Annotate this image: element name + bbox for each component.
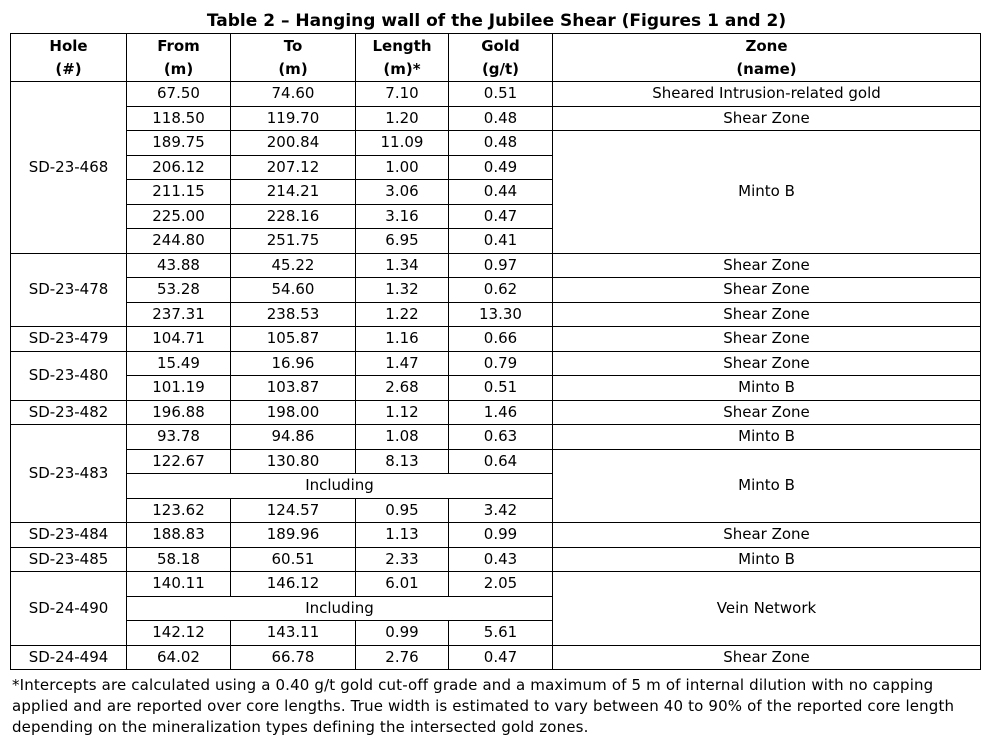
table-row (11, 572, 981, 597)
to-value: 198.00 (231, 400, 356, 425)
zone-name: Minto B (553, 131, 981, 254)
header-zone: Zone (name) (553, 34, 981, 82)
zone-name: Shear Zone (553, 253, 981, 278)
table-row (11, 400, 981, 425)
length-value: 2.68 (356, 376, 449, 401)
gold-value: 0.47 (449, 204, 553, 229)
header-gold: Gold (g/t) (449, 34, 553, 82)
from-value: 189.75 (127, 131, 231, 156)
hole-id: SD-23-485 (11, 547, 127, 572)
gold-value: 0.97 (449, 253, 553, 278)
to-value: 74.60 (231, 82, 356, 107)
zone-name: Shear Zone (553, 302, 981, 327)
table-row (11, 449, 981, 474)
to-value: 146.12 (231, 572, 356, 597)
from-value: 196.88 (127, 400, 231, 425)
table-row (11, 523, 981, 548)
length-value: 1.12 (356, 400, 449, 425)
to-value: 94.86 (231, 425, 356, 450)
header-from: From (m) (127, 34, 231, 82)
header-to: To (m) (231, 34, 356, 82)
table-row (11, 82, 981, 107)
from-value: 225.00 (127, 204, 231, 229)
table-row (11, 302, 981, 327)
length-value: 8.13 (356, 449, 449, 474)
gold-value: 0.66 (449, 327, 553, 352)
hole-id: SD-23-478 (11, 253, 127, 327)
length-value: 1.13 (356, 523, 449, 548)
to-value: 16.96 (231, 351, 356, 376)
hole-id: SD-24-490 (11, 572, 127, 646)
table-title: Table 2 – Hanging wall of the Jubilee Shear (Figures 1 and 2) (206, 11, 787, 31)
hole-id: SD-23-479 (11, 327, 127, 352)
from-value: 123.62 (127, 498, 231, 523)
table-row (11, 425, 981, 450)
zone-name: Minto B (553, 425, 981, 450)
length-value: 0.95 (356, 498, 449, 523)
hole-id: SD-23-468 (11, 82, 127, 254)
length-value: 11.09 (356, 131, 449, 156)
hole-id: SD-24-494 (11, 645, 127, 670)
including-label: Including (127, 474, 553, 499)
zone-name: Shear Zone (553, 327, 981, 352)
to-value: 119.70 (231, 106, 356, 131)
drill-results-table (10, 33, 981, 670)
gold-value: 0.43 (449, 547, 553, 572)
table-footnote: *Intercepts are calculated using a 0.40 g/t gold cut-off grade and a maximum of 5 m of internal dilution with no capping applied and are reported over core lengths. True width is estimated to vary between 40 to 90% of the reported core length depending on the mineralization types defining the intersected gold zones. (12, 676, 955, 736)
gold-value: 0.41 (449, 229, 553, 254)
table-row (11, 278, 981, 303)
header-row (11, 34, 981, 82)
table-row (11, 327, 981, 352)
to-value: 66.78 (231, 645, 356, 670)
length-value: 1.22 (356, 302, 449, 327)
from-value: 101.19 (127, 376, 231, 401)
length-value: 2.33 (356, 547, 449, 572)
from-value: 142.12 (127, 621, 231, 646)
length-value: 1.00 (356, 155, 449, 180)
length-value: 1.16 (356, 327, 449, 352)
gold-value: 2.05 (449, 572, 553, 597)
zone-name: Minto B (553, 376, 981, 401)
from-value: 53.28 (127, 278, 231, 303)
gold-value: 0.47 (449, 645, 553, 670)
hole-id: SD-23-484 (11, 523, 127, 548)
from-value: 67.50 (127, 82, 231, 107)
from-value: 140.11 (127, 572, 231, 597)
table-row (11, 351, 981, 376)
length-value: 7.10 (356, 82, 449, 107)
to-value: 200.84 (231, 131, 356, 156)
to-value: 105.87 (231, 327, 356, 352)
zone-name: Shear Zone (553, 523, 981, 548)
gold-value: 0.62 (449, 278, 553, 303)
length-value: 6.01 (356, 572, 449, 597)
gold-value: 0.48 (449, 131, 553, 156)
to-value: 228.16 (231, 204, 356, 229)
hole-id: SD-23-483 (11, 425, 127, 523)
length-value: 1.34 (356, 253, 449, 278)
from-value: 244.80 (127, 229, 231, 254)
table-row (11, 376, 981, 401)
table-row (11, 106, 981, 131)
to-value: 60.51 (231, 547, 356, 572)
length-value: 1.32 (356, 278, 449, 303)
zone-name: Shear Zone (553, 645, 981, 670)
from-value: 211.15 (127, 180, 231, 205)
zone-name: Shear Zone (553, 106, 981, 131)
to-value: 251.75 (231, 229, 356, 254)
gold-value: 0.48 (449, 106, 553, 131)
to-value: 238.53 (231, 302, 356, 327)
gold-value: 0.51 (449, 82, 553, 107)
length-value: 6.95 (356, 229, 449, 254)
from-value: 64.02 (127, 645, 231, 670)
length-value: 1.08 (356, 425, 449, 450)
gold-value: 3.42 (449, 498, 553, 523)
length-value: 0.99 (356, 621, 449, 646)
zone-name: Minto B (553, 547, 981, 572)
gold-value: 0.44 (449, 180, 553, 205)
to-value: 45.22 (231, 253, 356, 278)
table-row (11, 645, 981, 670)
hole-id: SD-23-480 (11, 351, 127, 400)
length-value: 1.20 (356, 106, 449, 131)
gold-value: 1.46 (449, 400, 553, 425)
table-row (11, 253, 981, 278)
table-row (11, 547, 981, 572)
gold-value: 0.79 (449, 351, 553, 376)
length-value: 3.06 (356, 180, 449, 205)
zone-name: Vein Network (553, 572, 981, 646)
gold-value: 0.63 (449, 425, 553, 450)
including-label: Including (127, 596, 553, 621)
to-value: 103.87 (231, 376, 356, 401)
zone-name: Sheared Intrusion-related gold (553, 82, 981, 107)
to-value: 143.11 (231, 621, 356, 646)
zone-name: Shear Zone (553, 278, 981, 303)
from-value: 206.12 (127, 155, 231, 180)
gold-value: 5.61 (449, 621, 553, 646)
to-value: 189.96 (231, 523, 356, 548)
from-value: 43.88 (127, 253, 231, 278)
gold-value: 0.99 (449, 523, 553, 548)
gold-value: 0.49 (449, 155, 553, 180)
zone-name: Shear Zone (553, 400, 981, 425)
from-value: 118.50 (127, 106, 231, 131)
to-value: 130.80 (231, 449, 356, 474)
gold-value: 0.51 (449, 376, 553, 401)
from-value: 93.78 (127, 425, 231, 450)
to-value: 214.21 (231, 180, 356, 205)
to-value: 54.60 (231, 278, 356, 303)
from-value: 188.83 (127, 523, 231, 548)
from-value: 104.71 (127, 327, 231, 352)
header-hole: Hole (#) (11, 34, 127, 82)
header-length: Length (m)* (356, 34, 449, 82)
zone-name: Shear Zone (553, 351, 981, 376)
zone-name: Minto B (553, 449, 981, 523)
to-value: 207.12 (231, 155, 356, 180)
hole-id: SD-23-482 (11, 400, 127, 425)
gold-value: 0.64 (449, 449, 553, 474)
table-row (11, 131, 981, 156)
from-value: 15.49 (127, 351, 231, 376)
from-value: 122.67 (127, 449, 231, 474)
length-value: 3.16 (356, 204, 449, 229)
to-value: 124.57 (231, 498, 356, 523)
length-value: 2.76 (356, 645, 449, 670)
from-value: 237.31 (127, 302, 231, 327)
length-value: 1.47 (356, 351, 449, 376)
from-value: 58.18 (127, 547, 231, 572)
gold-value: 13.30 (449, 302, 553, 327)
